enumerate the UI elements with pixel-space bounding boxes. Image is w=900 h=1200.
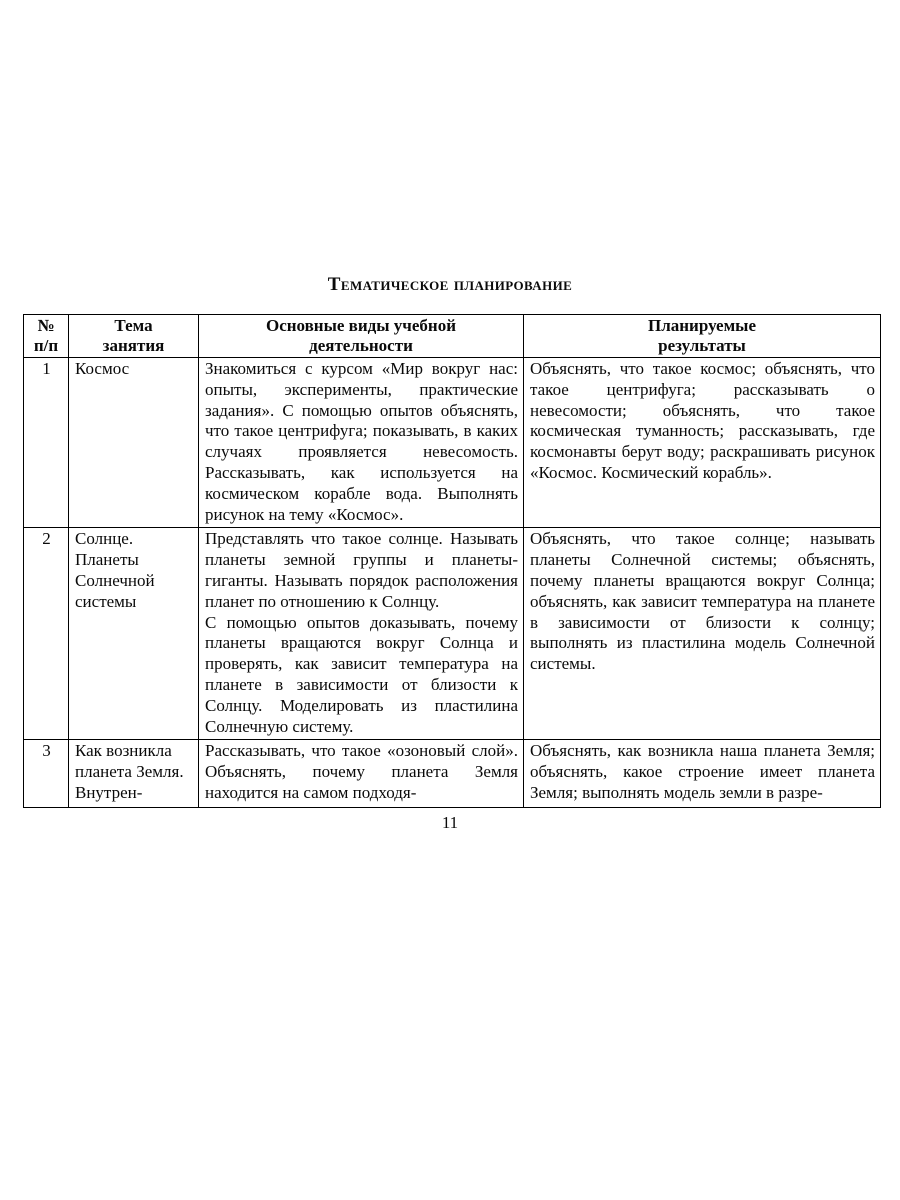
- results-paragraph: Объяснять, как возникла наша планета Земля; объяснять, какое строение имеет планета Земля; выполнять модель земли в разре-: [530, 741, 875, 802]
- header-row: [24, 315, 881, 358]
- planning-table: [23, 314, 881, 808]
- table-row: [24, 358, 881, 528]
- header-topic-line2: занятия: [102, 335, 165, 355]
- header-results-line2: результаты: [658, 335, 746, 355]
- activities-paragraph: Знакомиться с курсом «Мир вокруг нас: опыты, эксперименты, практические задания». С помощью опытов объяснять, что такое центрифуга; показывать, в каких случаях проявляется невесомость. Рассказывать, как используется на космическом корабле вода. Выполнять рисунок на тему «Космос».: [205, 359, 518, 524]
- header-number-line1: №: [37, 316, 55, 335]
- header-number: [24, 315, 69, 358]
- activities-paragraph: С помощью опытов доказывать, почему планеты вращаются вокруг Солнца и проверять, как зависит температура на планете в зависимости от близости к Солнцу. Моделировать из пластилина Солнечную систему.: [205, 612, 518, 736]
- topic-cell: Солнце. Планеты Солнечной системы: [69, 528, 199, 740]
- header-activities-line2: деятельности: [309, 335, 413, 355]
- topic-cell: Как возникла планета Земля. Внутрен-: [69, 740, 199, 808]
- page-title: Тематическое планирование: [327, 274, 573, 295]
- row-number-cell: 1: [24, 358, 69, 528]
- page-number: 11: [441, 813, 459, 833]
- activities-cell: [199, 358, 524, 528]
- header-activities: [199, 315, 524, 358]
- table-header: [24, 315, 881, 358]
- results-cell: [524, 740, 881, 808]
- header-results: [524, 315, 881, 358]
- header-topic: [69, 315, 199, 358]
- row-number-cell: 3: [24, 740, 69, 808]
- table-row: [24, 740, 881, 808]
- results-cell: [524, 358, 881, 528]
- row-number-cell: 2: [24, 528, 69, 740]
- table-row: [24, 528, 881, 740]
- activities-paragraph: Представлять что такое солнце. Называть планеты земной группы и планеты-гиганты. Называть порядок расположения планет по отношению к Солнцу.: [205, 529, 518, 611]
- header-topic-line1: Тема: [114, 316, 153, 335]
- results-cell: [524, 528, 881, 740]
- activities-cell: [199, 528, 524, 740]
- header-results-line1: Планируемые: [647, 316, 756, 335]
- results-paragraph: Объяснять, что такое солнце; называть планеты Солнечной системы; объяснять, почему планеты вращаются вокруг Солнца; объяснять, как зависит температура на планете в зависимости от близости к солнцу; выполнять из пластилина модель Солнечной системы.: [530, 529, 875, 674]
- activities-cell: [199, 740, 524, 808]
- results-paragraph: Объяснять, что такое космос; объяснять, что такое центрифуга; рассказывать о невесомости; объяснять, что такое космическая туманность; рассказывать, где космонавты берут воду; раскрашивать рисунок «Космос. Космический корабль».: [530, 359, 875, 482]
- activities-paragraph: Рассказывать, что такое «озоновый слой». Объяснять, почему планета Земля находится на самом подходя-: [205, 741, 518, 802]
- header-activities-line1: Основные виды учебной: [265, 316, 456, 335]
- topic-cell: Космос: [69, 358, 199, 528]
- header-number-line2: п/п: [33, 335, 59, 355]
